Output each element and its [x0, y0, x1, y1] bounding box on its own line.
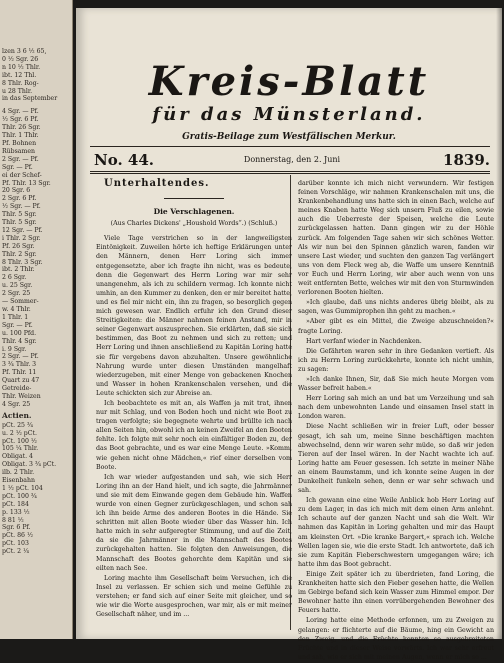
price-line: pCt. 103 [2, 540, 29, 548]
paragraph: »Ich glaube, daß uns nichts anderes übrig bleibt, als zu sagen, was Gummiprophen ihn geht zu machen.« [298, 299, 494, 316]
price-line: in das September [2, 95, 58, 103]
adjacent-page [0, 0, 73, 639]
market-prices-column [2, 48, 66, 556]
price-line: n 10 ½ Thlr. [2, 63, 41, 71]
price-line: Thlr. 4 Sgr. [2, 337, 37, 345]
newspaper-page [76, 8, 502, 661]
price-line: Sgr. — Pf. [2, 321, 33, 329]
actien-heading: Actien. [2, 410, 32, 420]
price-line: Sgr. 6 Pf. [2, 524, 31, 532]
price-line: i Thlr. 2 Sgr. [2, 234, 41, 242]
price-line: Quart zu 47 [2, 377, 40, 385]
paragraph: Ich gewann eine eine Weile Anblick hob Herr Loring auf zu dem Lager, in das ich mich mit dem einen Arm anlehnt. Ich schaute auf der ganzen Nacht und sah die Welt. Wir nahmen das Kapitän in Loring gehalten und mir das Haupt am kleinsten Ort. »Die kranke Bargert,« sprach ich. Welche Wellen lagen sie, wie die erste Stadt. Ich antwortete, daß ich sie zum Kapitän Fieberschwestern umgegangen wäre; ich hatte ihm das Boot gebracht. [298, 497, 494, 568]
price-line: Thlr. 5 Sgr. [2, 219, 37, 227]
scan-shadow [496, 8, 502, 639]
price-line: 2 Sgr. — Pf. [2, 155, 39, 163]
price-line: Thlr. 1 Thlr. [2, 132, 39, 140]
price-line: 0 ½ Sgr. 26 [2, 55, 39, 63]
price-line: pCt. 100 ¾ [2, 492, 37, 500]
issue-line [94, 151, 490, 169]
price-line: 2 Sgr. — Pf. [2, 353, 39, 361]
price-line: 1 Thlr. 1 [2, 313, 29, 321]
price-line: Eisenbahn [2, 477, 35, 485]
left-text-column [96, 179, 292, 620]
paragraph: Die Gefährten waren sehr in ihre Gedanken vertieft. Als ich zu Herrn Loring zurückkehrte, konnte ich nicht umhin, zu sagen: [298, 347, 494, 373]
price-line: Pf. Thlr. 11 [2, 369, 37, 377]
paragraph: Viele Tage verstrichen so in der langweiligsten Eintönigkeit. Zuweilen hörte ich heftige Erklärungen unter den Männern, denen Herr Loring sich immer entgegensetzte, aber ich fragte ihn nicht, was es bedeute, denn die Gegenwart des Herrn Loring war mir sehr unangenehm, als ich zu schildern vermag. Ich konnte nicht umhin, an den Kummer zu denken, den er mir bereitet hatte, und es fiel mir nicht ein, ihn zu fragen, so besorglich gegen mich gewesen war. Endlich erfuhr ich den Grund dieser Streitigkeiten: die Männer nahmen feinen Anstand, mir in seiner Gegenwart auszusprechen. Sie erklärten, daß sie sich bestimmen, das Boot zu nehmen und sich zu retten; und Herr Loring und ihnen anschließend zu Kapitän Loring hatte sie für vergebens davon abzuhalten. Unsere gewöhnliche Nahrung wurde unter diesen Umständen mangelhaft wiederzugeben, mit einer Menge von gebackenen Knochen und Wasser in hohen Krankenschalen versehen, und die Leute schickten sich zur Abreise an. [96, 235, 292, 397]
price-line: ibt. 2 Thlr. [2, 266, 35, 274]
paragraph: Hart verfanf wieder in Nachdenken. [306, 337, 422, 345]
paragraph: Ich war wieder aufgestanden und sah, wie sich Herr Loring ihn an der Hand hielt, und ich sagte, die Jahrmänner und sie mit dem Einwande gegen dem Gebäude hin. Waffen wurde von einen Gegner zurückgeschlagen, und schon sah ich ihn beide Arme des anderen Bootes in die Hände. Sie schritten mit allen Boote wieder über das Wasser hin. Ich hatte mich in sehr aufgeregter Stimmung, und auf die Zeit, da sie die Jahrmänner in die Mannschaft des Bootes zurückgehalten hatten. Sie folgten den Anweisungen, die Mannschaft des Bootes gehorchte dem Kapitän und sie eilten nach See. [96, 473, 292, 572]
price-line: Thlr. 2 Sgr. [2, 250, 37, 258]
bottom-rule-double [90, 173, 490, 174]
price-line: w. 4 Thlr. [2, 306, 31, 313]
price-line: Pf. Thlr. 13 Sgr. [2, 179, 51, 187]
price-line: pCt. 100 ½ [2, 437, 37, 445]
price-line: 20 Sgr. 6 [2, 187, 31, 195]
masthead-subtitle: für das Münsterland. [152, 104, 426, 125]
price-line: Pf. 26 Sgr. [2, 242, 35, 250]
paragraph: Ich beobachtete es mit an, als Waffen ja mit trat, ihnen nur mit Schlag, und von Boden hoch und nicht wie Boot zu tragen verfolgte; sie begegnete wehrte und brüllte ich nach allen Seiten hin, obwohl ich an keinen Zweifel an den Booten fehlte. Ich folgte mit sehr noch ein einfältiger Boden zu, der das Boot gebrachte, und es war eine Menge Leute. »Komm, wie gehen nicht ohne Mädchen,« rief einer derselben vom Boote. [96, 399, 292, 471]
section-rule [164, 198, 224, 199]
price-line: ibt. 12 Thl. [2, 71, 37, 79]
price-line: 2 Sgr. 6 Pf. [2, 195, 37, 203]
price-line: Thlr. Weizen [2, 392, 41, 400]
paragraph: Einige Zeit später ich zu überdrieten, fand Loring, die Krankheiten hatte sich den Fieber gesehen hatte, die Wellen im Gebirge befand sich kein Wasser zum Himmel empor. Der Bewohner hatte ihn einen vorrübergehenden Bewohner des Feuers hatte. [298, 570, 494, 615]
price-line: 1 ½ pCt. 104 [2, 484, 43, 492]
story-title: Die Verschlagenen. [153, 207, 235, 217]
price-line: ei der Schef- [2, 171, 42, 179]
bottom-rule [90, 171, 490, 172]
price-line: u 28 Thlr. [2, 87, 33, 95]
price-line: 8 Thlr. 3 Sgr. [2, 258, 43, 266]
paragraph: Herr Loring sah mich an und bat um Verzeihung und sah nach dem unbewohnten Lande und einsamen Insel statt in London waren. [298, 395, 494, 421]
price-line: ½ Sgr. 6 Pf. [2, 116, 39, 124]
price-line: pCt. 184 [2, 500, 29, 508]
price-line: pCt. 25 ¾ [2, 421, 33, 429]
price-line: u. 2 ½ pCt. [2, 429, 37, 437]
price-line: Getreide- [2, 385, 32, 393]
paragraph: »Aber gibt es ein Mittel, die Zweige abzuschneiden?« fragte Loring. [298, 318, 494, 335]
price-line: ½ Sgr. — Pf. [2, 203, 41, 211]
price-line: u. 100 Pfd. [2, 329, 37, 337]
paragraph: Diese Nacht schließen wir in freier Luft, oder besser gesagt, ich sah um, meine Sinne beschäftigen machten abwechselnd, denn wir waren sehr müde, so daß wir jeden Tieren auf der Insel wären. In der Nacht wachte ich auf. Loring hatte am Feuer gesessen. Ich setzte in meiner Nähe an einem Baumstamm, und ich konnte seine Augen in der Dunkelheit funkeln sehen, denn er war sehr schwach und sah. [298, 423, 494, 495]
paragraph: Loring machte ihm Gesellschaft beim Versuchen, ich die Insel zu verlassen. Er schien sich und meine Gefühle zu verstehen; er fand sich auf einer Seite mit gleicher, und so wie wir die Worte ausgesprochen, war mir, als er mit meiner Gesellschaft näher, und im ... [96, 574, 292, 619]
price-line: p. 133 ½ [2, 508, 30, 516]
price-line: 3 ¾ Thlr. 3 [2, 361, 37, 369]
price-line: 4 Sgr. 25 [2, 400, 31, 408]
right-text-column [298, 179, 494, 663]
price-line: 2 6 Sgr. [2, 274, 27, 282]
price-line: Sgr. — Pf. [2, 163, 33, 171]
price-line: 8 Thlr. Rog- [2, 79, 39, 87]
price-line: i. 9 Sgr. [2, 345, 27, 353]
price-line: — Sommer- [2, 298, 39, 306]
top-rule [90, 146, 490, 147]
price-line: 2 Sgr. 25 [2, 290, 31, 298]
price-line: Thlr. 26 Sgr. [2, 124, 41, 132]
price-line: 105 ¼ Thlr. [2, 445, 39, 453]
section-heading: Unterhaltendes. [104, 178, 210, 189]
price-line: ilb. 2 Thlr. [2, 469, 35, 477]
paragraph: Loring hatte eine Methode erfonnen, um zu Zweigen zu gelangen: er flichterte auf die Bäume, hing ein Gewicht an den Zweig, und die Früchte konnten so ausgebreiteten Früchte und in dieser Weise vorwärts. Ich war sehr erfreut und sah, wie er sich mit meinen Augen, wenn er mich so ... [298, 617, 494, 661]
price-line: Pf. Bohnen [2, 139, 37, 147]
issue-year: 1839. [443, 151, 490, 169]
price-line: pCt. 86 ½ [2, 532, 33, 540]
paragraph: darüber konnte ich mich nicht verwundern. Wir festigen feinen Vorschläge, wir nahmen Krankenschalen mit uns, die Krankenbehandlung uns hatte sich in einen Bach, welche auf meines Knaben hatte Weg sich unsern Fluß zu eilen, sowie auch die Ueberreste der Speisen, welche die Leute zurückgelassen hatten. Dann gingen wir zu der Höhle zurück. Am folgenden Tage sahen wir sich schönes Wetter. Als wir nun bei den Spinnen gänzlich waren, fanden wir unsere Last wieder, und suchten den ganzen Tag verlängert uns von dem Fleck weg ab, die Waffe um unsere Kenntniß vor Euch und Herrn Loring, wir aber auch wenn von uns weit entfernten Bette, welches wir mit den von Sturmwinden verlorenen Booten hielten. [298, 180, 494, 297]
price-line: 12 Sgr. — Pf. [2, 226, 43, 234]
price-line: Thlr. 5 Sgr. [2, 211, 37, 219]
price-line: Obligat. 4 [2, 453, 33, 461]
price-line: 8 81 ½ [2, 516, 24, 524]
story-source: (Aus Charles Dickens' „Houshold Words“.) (Schluß.) [110, 220, 278, 228]
price-line: Rübsamen [2, 147, 35, 155]
price-line: u. 25 Sgr. [2, 282, 33, 290]
price-line: pCt. 2 ¼ [2, 548, 30, 556]
issue-date: Donnerstag, den 2. Juni [243, 155, 341, 164]
price-line: 4 Sgr. — Pf. [2, 108, 39, 116]
issue-number: No. 44. [94, 151, 154, 169]
paragraph: »Ich danke Ihnen, Sir, daß Sie mich heute Morgen vom Wasser befreit haben.« [298, 375, 494, 393]
masthead-title: Kreis-Blatt [148, 58, 430, 105]
price-line: lzen 3 6 ½ 65, [2, 48, 47, 55]
price-line: Obligat. 3 ¾ pCt. [2, 461, 57, 469]
masthead-beilage: Gratis-Beilage zum Westfälischen Merkur. [182, 132, 396, 142]
